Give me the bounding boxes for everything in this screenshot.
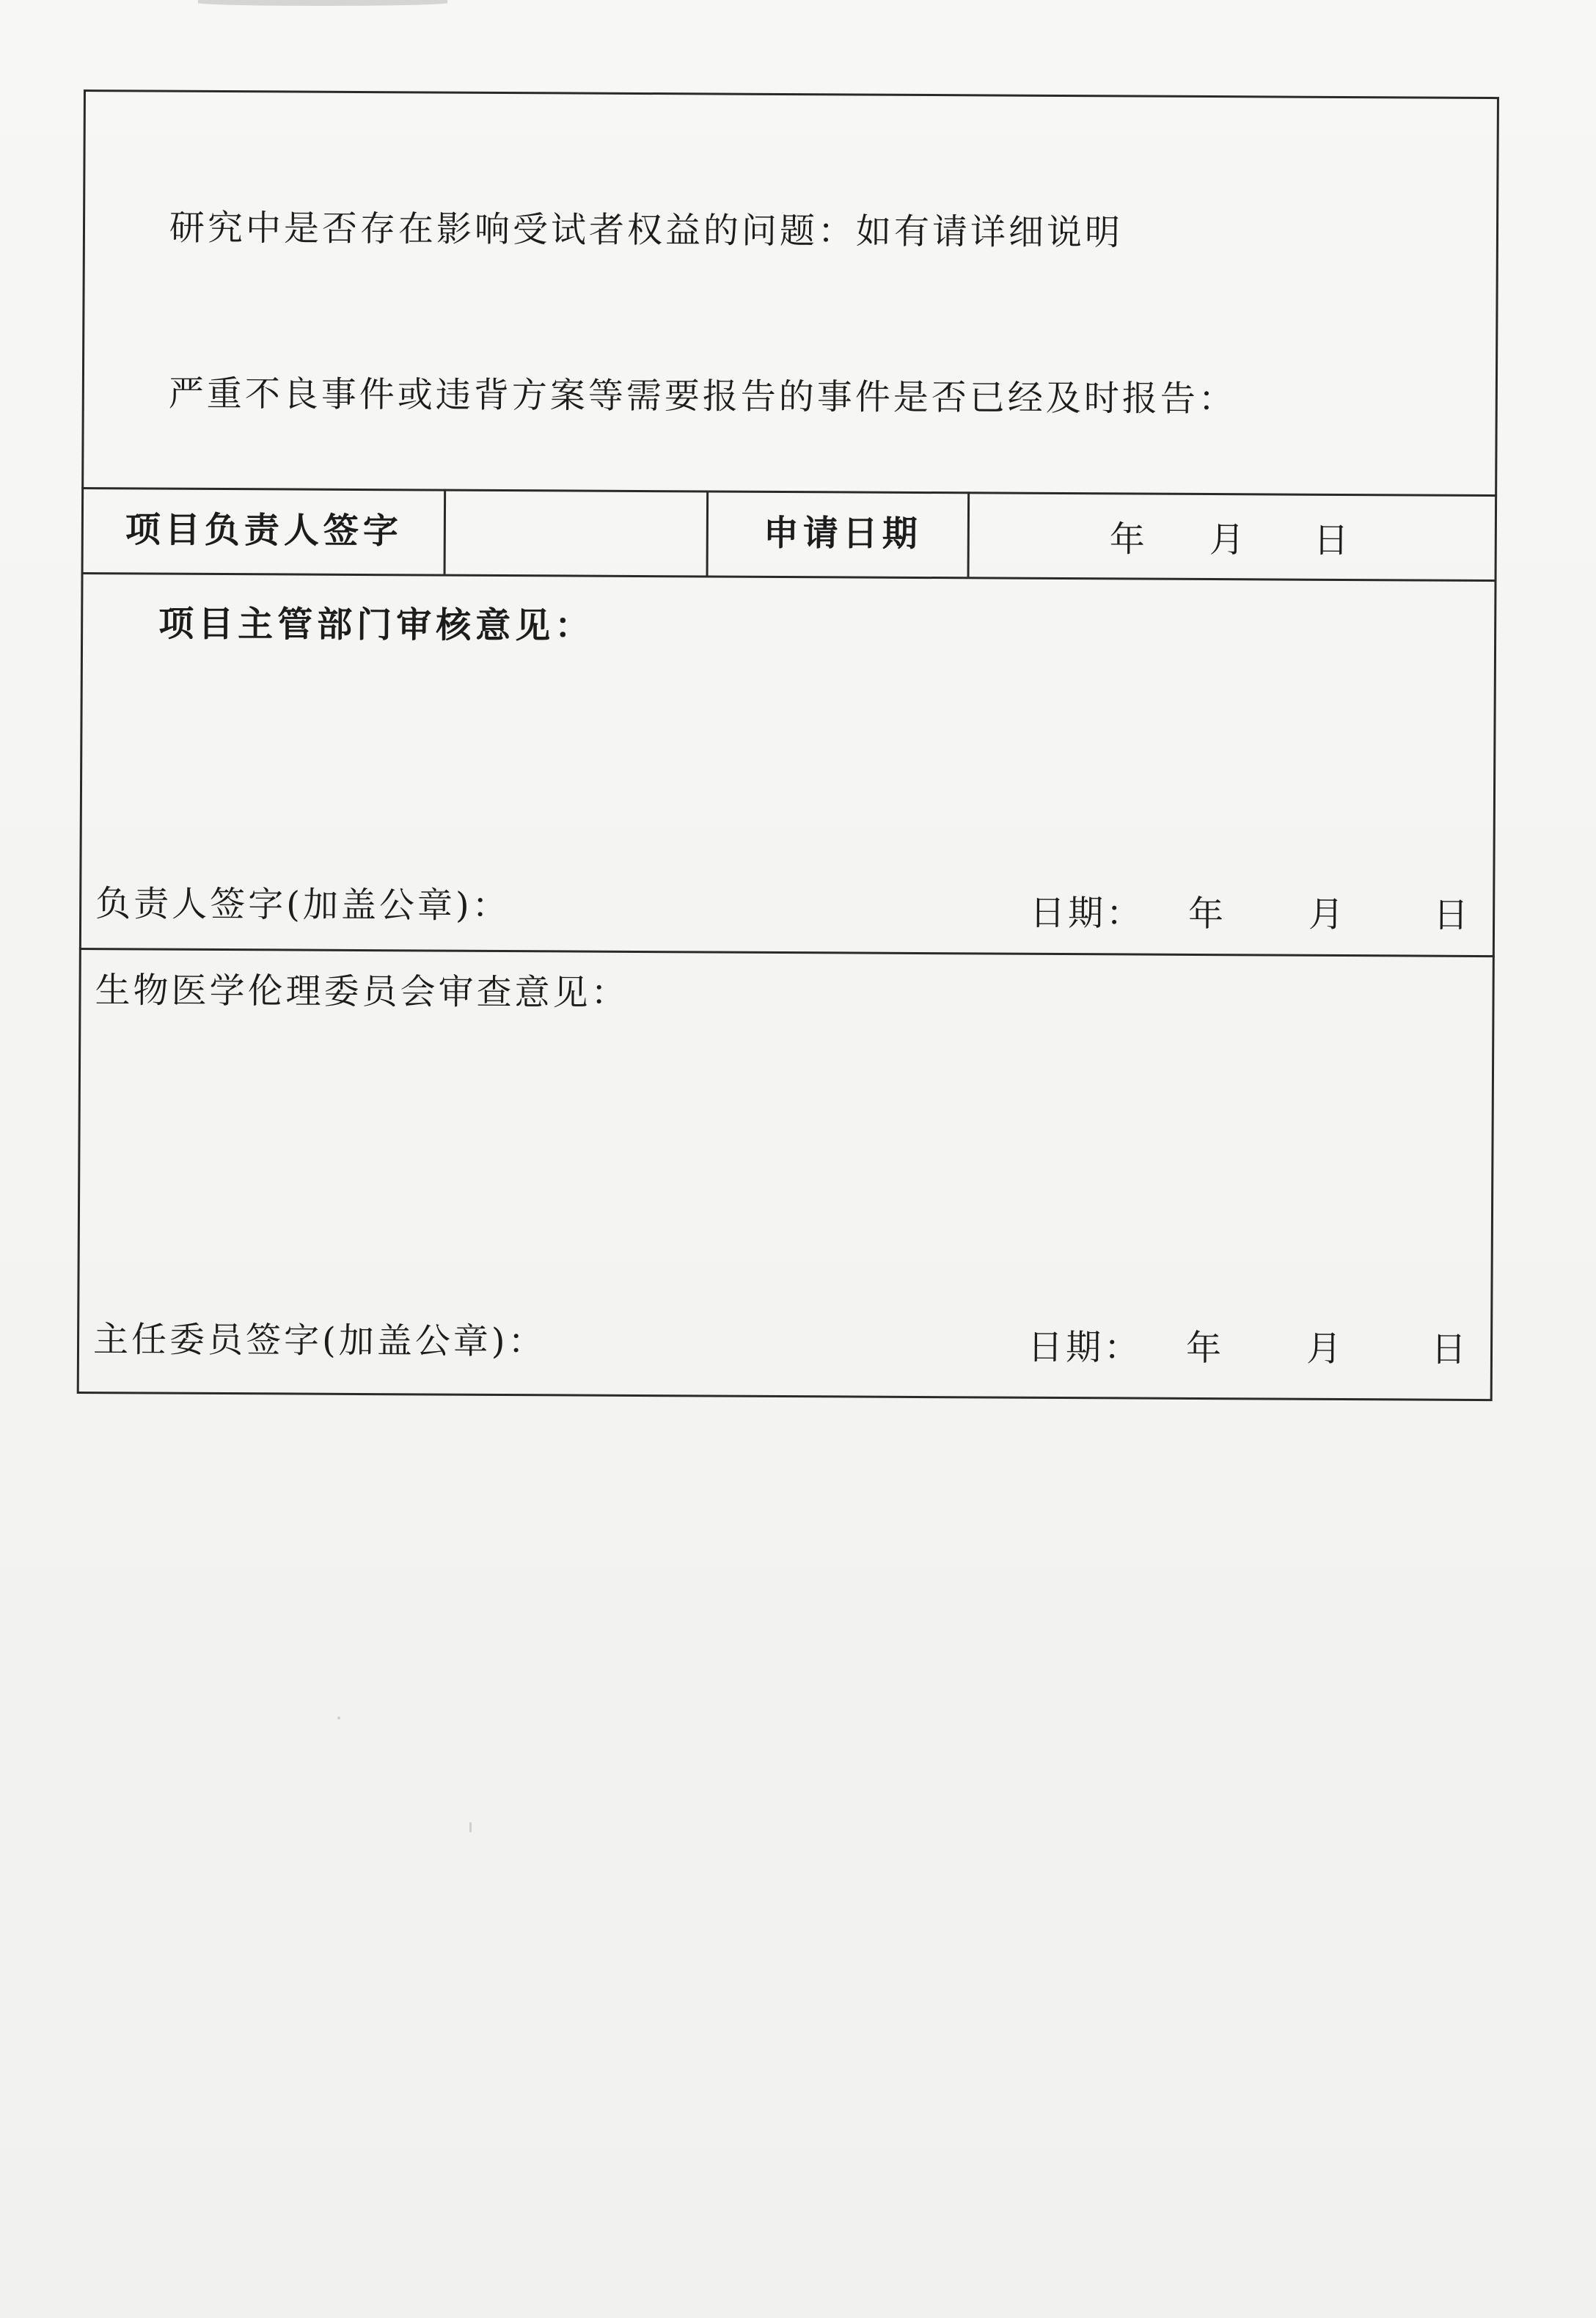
scan-speck <box>337 1716 340 1719</box>
col-divider-1 <box>444 489 447 574</box>
ethics-signature-label: 主任委员签字(加盖公章)： <box>92 1319 546 1363</box>
scan-edge-shadow <box>198 0 447 6</box>
apply-date-day: 日 <box>1313 519 1352 562</box>
department-review-title: 项目主管部门审核意见： <box>158 603 595 647</box>
department-date-label: 日期： <box>1029 892 1145 935</box>
apply-date-label: 申请日期 <box>763 512 923 555</box>
department-date-month: 月 <box>1308 893 1347 936</box>
ethics-review-title: 生物医学伦理委员会审查意见： <box>95 970 629 1014</box>
department-date-day: 日 <box>1432 894 1472 936</box>
question-subject-rights: 研究中是否存在影响受试者权益的问题：如有请详细说明 <box>169 207 1124 254</box>
col-divider-2 <box>706 490 709 575</box>
ethics-date-year: 年 <box>1185 1327 1225 1370</box>
scan-speck <box>469 1822 472 1832</box>
ethics-date-label: 日期： <box>1027 1326 1143 1369</box>
ethics-date-day: 日 <box>1430 1328 1470 1370</box>
question-adverse-events: 严重不良事件或违背方案等需要报告的事件是否已经及时报告： <box>168 373 1237 420</box>
pi-signature-field[interactable] <box>455 511 698 554</box>
apply-date-month: 月 <box>1209 519 1248 561</box>
pi-signature-label: 项目负责人签字 <box>125 509 403 552</box>
col-divider-3 <box>967 491 970 577</box>
review-form-table <box>77 89 1499 1401</box>
table-border <box>77 89 1499 1401</box>
ethics-date-month: 月 <box>1306 1328 1345 1370</box>
apply-date-year: 年 <box>1109 519 1148 560</box>
department-date-year: 年 <box>1187 893 1227 935</box>
department-signature-label: 负责人签字(加盖公章)： <box>95 883 510 927</box>
